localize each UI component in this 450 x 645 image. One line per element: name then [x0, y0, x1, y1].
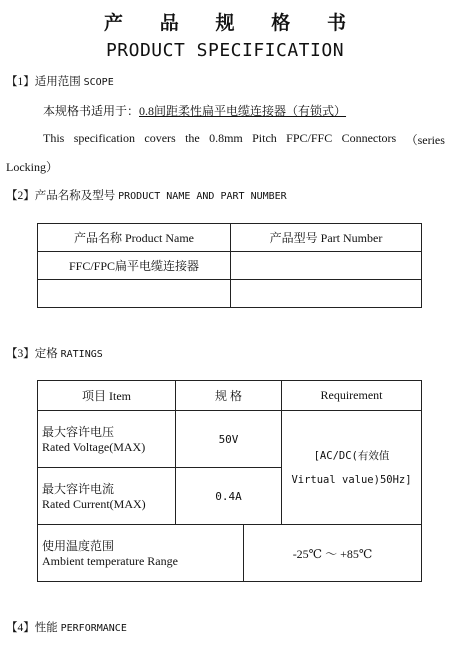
current-label-en: Rated Current(MAX) [42, 497, 146, 511]
header-item: 项目 Item [38, 381, 176, 411]
scope-line-en-cont: Locking） [6, 160, 58, 174]
cell-part-number [231, 280, 422, 308]
temperature-label-cell [38, 525, 244, 582]
section-number: 【3】 [6, 348, 35, 360]
requirement-cell [282, 411, 422, 525]
section-number: 【1】 [6, 76, 35, 88]
temperature-value: -25℃ ～ +85℃ [244, 525, 422, 582]
section-title-zh: 产品名称及型号 [34, 190, 116, 202]
header-product-name: 产品名称 Product Name [38, 224, 231, 252]
section-performance-heading [6, 619, 127, 635]
temperature-label-zh: 使用温度范围 [42, 539, 115, 553]
title-english: PRODUCT SPECIFICATION [105, 40, 345, 61]
section-name-heading [6, 187, 287, 203]
requirement-line1: [AC/DC(有效值 [313, 449, 390, 462]
cell-part-number [231, 252, 422, 280]
voltage-label-cell [38, 411, 176, 468]
scope-word: FPC/FFC [286, 131, 333, 145]
cell-product-name [38, 280, 231, 308]
section-number: 【2】 [6, 190, 35, 202]
header-requirement: Requirement [282, 381, 422, 411]
temperature-label-en: Ambient temperature Range [42, 554, 178, 568]
section-title-en: RATINGS [60, 349, 103, 360]
section-title-zh: 适用范围 [34, 76, 81, 88]
scope-word: This [43, 131, 65, 145]
section-title-en: PRODUCT NAME AND PART NUMBER [118, 191, 287, 202]
section-title-en: PERFORMANCE [60, 623, 127, 634]
scope-word: （series [405, 133, 445, 147]
scope-line-en [43, 131, 445, 148]
scope-word: specification [73, 131, 136, 145]
section-ratings-heading [6, 345, 103, 361]
current-value: 0.4A [176, 468, 282, 525]
current-label-cell [38, 468, 176, 525]
section-scope-heading [6, 73, 114, 89]
section-number: 【4】 [6, 622, 35, 634]
ratings-table [37, 380, 422, 582]
voltage-value: 50V [176, 411, 282, 468]
voltage-label-en: Rated Voltage(MAX) [42, 440, 146, 454]
section-title-en: SCOPE [83, 77, 114, 88]
scope-word: Pitch [252, 131, 277, 145]
scope-prefix: 本规格书适用于： [43, 104, 140, 118]
requirement-line2: Virtual value)50Hz] [291, 473, 412, 486]
scope-word: 0.8mm [209, 131, 243, 145]
scope-product: 0.8间距柔性扁平电缆连接器（有锁式） [139, 104, 347, 118]
scope-word: the [185, 131, 200, 145]
voltage-label-zh: 最大容许电压 [42, 425, 115, 439]
current-label-zh: 最大容许电流 [42, 482, 115, 496]
title-chinese: 产 品 规 格 书 [103, 13, 362, 34]
product-name-table [37, 223, 422, 308]
header-spec: 规 格 [176, 381, 282, 411]
header-part-number: 产品型号 Part Number [231, 224, 422, 252]
scope-word: Connectors [341, 131, 397, 145]
scope-word: covers [144, 131, 176, 145]
section-title-zh: 性能 [34, 622, 58, 634]
cell-product-name: FFC/FPC扁平电缆连接器 [38, 252, 231, 280]
section-title-zh: 定格 [34, 348, 58, 360]
scope-line-zh [43, 102, 346, 119]
